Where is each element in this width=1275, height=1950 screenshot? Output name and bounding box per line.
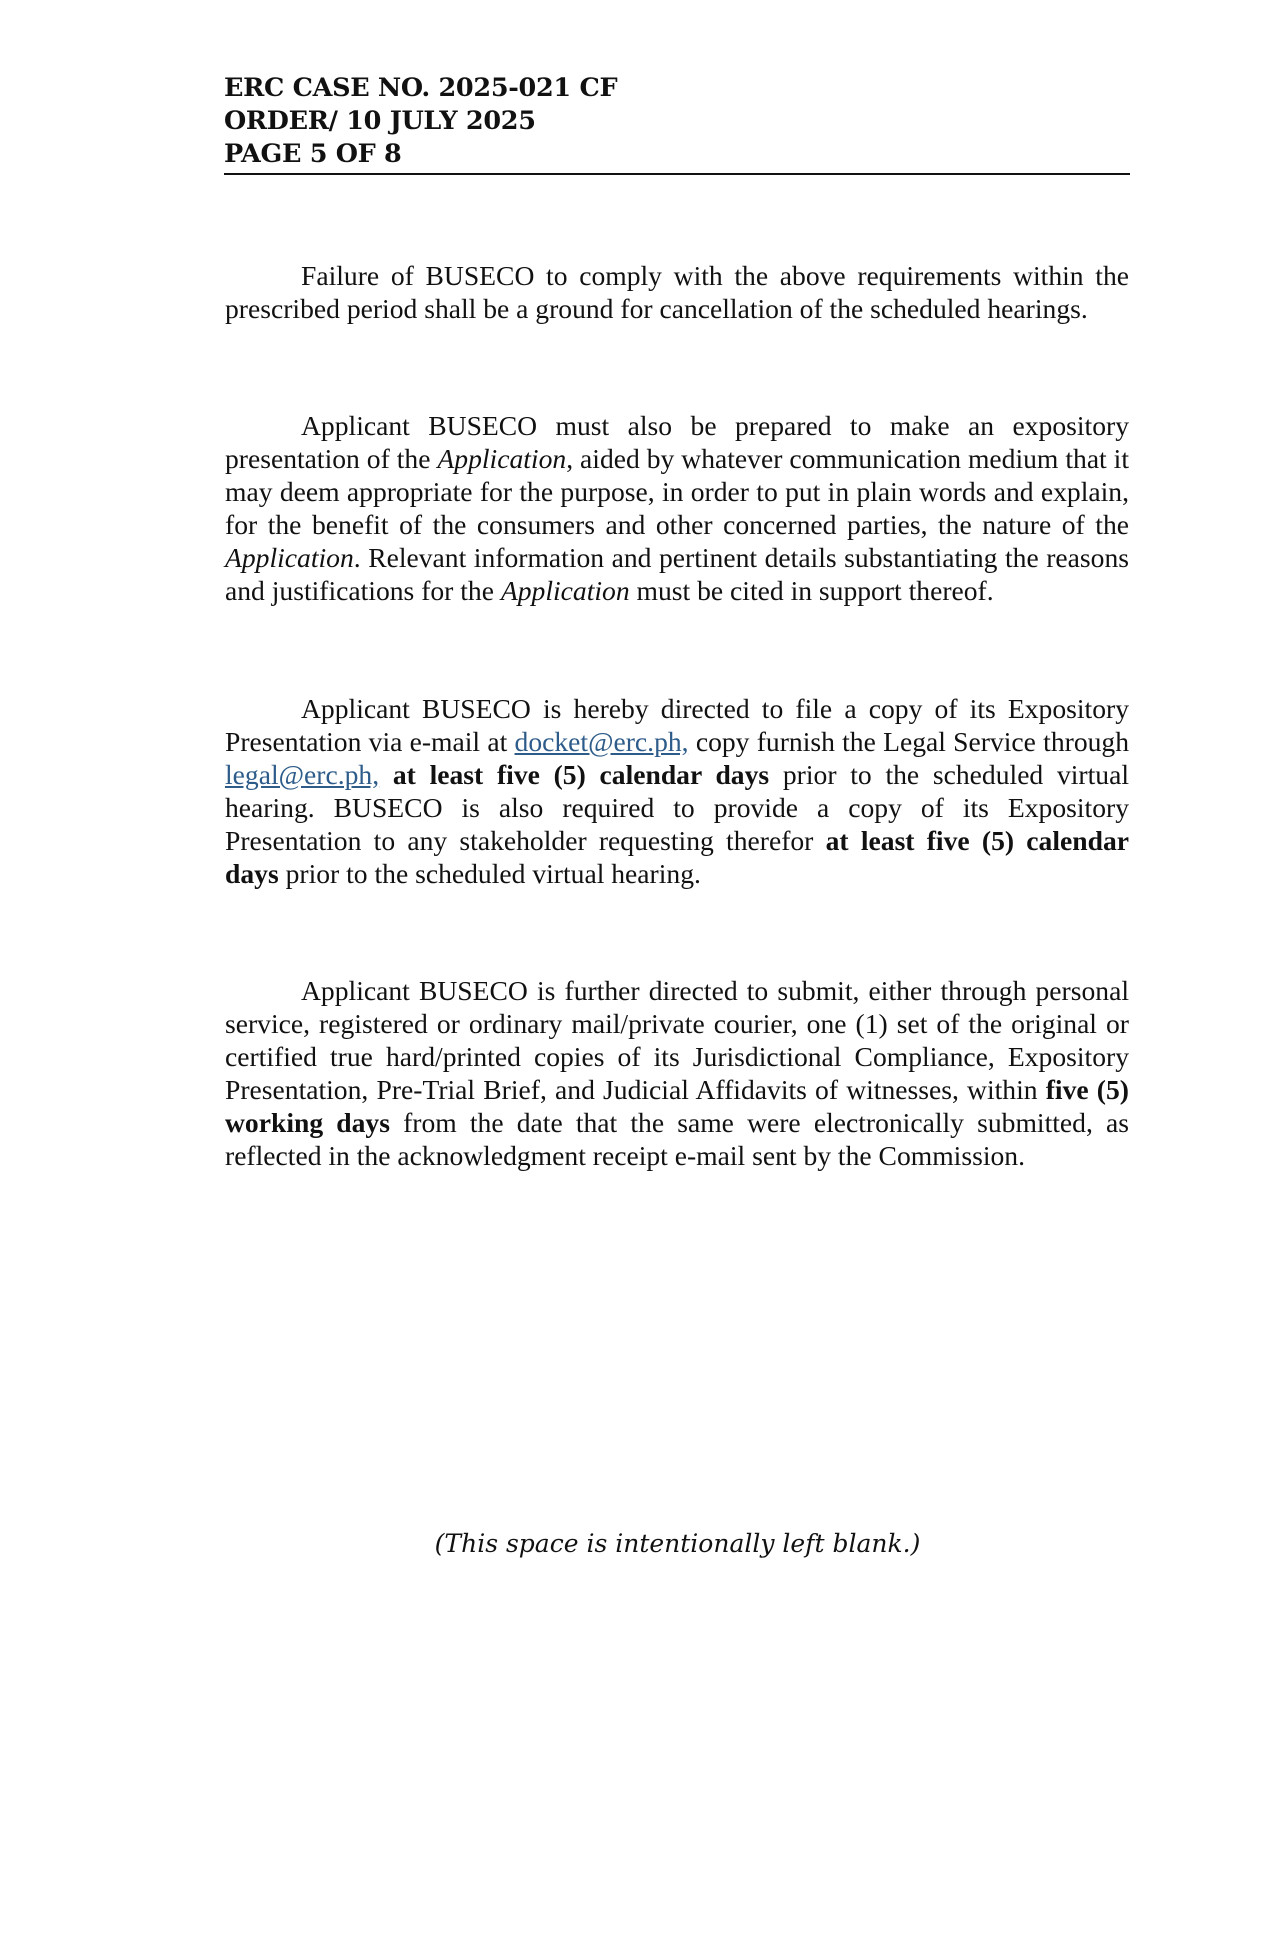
paragraph-text: Applicant BUSECO is further directed to submit, either through personal service, registered or ordinary mail/private courier, one (1) set of the original or certified true hard/printed copies of its Jurisdictional Compliance, Expository Presentation, Pre-Trial Brief, and Judicial Affidavits of witnesses, within — [225, 975, 1129, 1105]
intentionally-blank-note: (This space is intentionally left blank.) — [434, 1529, 921, 1558]
paragraph-expository-presentation — [225, 409, 1129, 607]
paragraph-text: copy furnish the Legal Service through — [688, 726, 1130, 757]
docket-email-link[interactable]: docket@erc.ph, — [514, 726, 689, 757]
paragraph-text — [379, 759, 393, 790]
deadline-emphasis: five (5) working days — [225, 1074, 1129, 1138]
paragraph-text: . Relevant information and pertinent details substantiating the reasons and justifications for the — [225, 542, 1129, 606]
paragraph-text: prior to the scheduled virtual hearing. BUSECO is also required to provide a copy of its Expository Presentation to any stakeholder requesting therefor — [225, 759, 1129, 856]
paragraph-text: prior to the scheduled virtual hearing. — [278, 858, 701, 889]
paragraph-text: Failure of BUSECO to comply with the above requirements within the prescribed period shall be a ground for cancellation of the scheduled hearings. — [225, 260, 1129, 324]
paragraph-hard-copy-submission — [225, 974, 1129, 1172]
paragraph-text: from the date that the same were electronically submitted, as reflected in the acknowledgment receipt e-mail sent by the Commission. — [225, 1107, 1129, 1171]
paragraph-text: Applicant BUSECO is hereby directed to file a copy of its Expository Presentation via e-mail at — [225, 693, 1129, 757]
paragraph-failure-to-comply — [225, 259, 1129, 325]
case-number: ERC CASE NO. 2025-021 CF — [224, 73, 618, 103]
document-header — [224, 72, 1130, 175]
paragraph-filing-directive — [225, 692, 1129, 890]
legal-email-link[interactable]: legal@erc.ph, — [225, 759, 380, 790]
order-date: ORDER/ 10 JULY 2025 — [224, 106, 536, 136]
application-term: Application — [500, 575, 630, 606]
paragraph-text: , aided by whatever communication medium that it may deem appropriate for the purpose, in order to put in plain words and explain, for the benefit of the consumers and other concerned parties, the nature of the — [225, 443, 1130, 540]
application-term: Application — [225, 542, 354, 573]
paragraph-text: Applicant BUSECO must also be prepared to make an expository presentation of the — [225, 410, 1129, 474]
deadline-emphasis: at least five (5) calendar days — [392, 759, 770, 790]
page-number: PAGE 5 OF 8 — [224, 139, 402, 169]
application-term: Application — [437, 443, 567, 474]
deadline-emphasis: at least five (5) calendar days — [225, 825, 1129, 889]
paragraph-text: must be cited in support thereof. — [629, 575, 994, 606]
